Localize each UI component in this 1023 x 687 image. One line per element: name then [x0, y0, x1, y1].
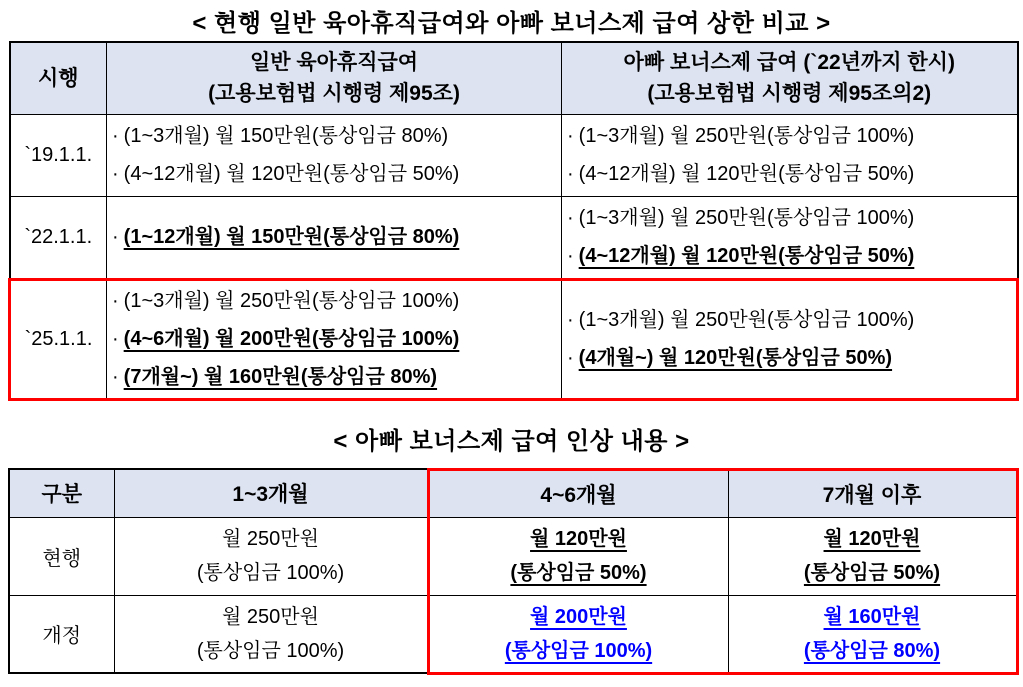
amount-cell-4-6	[428, 517, 728, 595]
benefit-line	[562, 155, 1017, 193]
amount-cell-7-plus	[728, 595, 1017, 673]
bullet: ·	[112, 125, 119, 147]
amount-cell-1-3	[114, 517, 428, 595]
bullet: ·	[112, 290, 119, 312]
bullet: ·	[567, 163, 574, 185]
benefit-comparison-table	[8, 41, 1019, 401]
table-row-2025-highlighted	[10, 279, 1018, 399]
general-benefit-cell	[107, 279, 562, 399]
benefit-line	[107, 117, 561, 155]
amount: 월 200만원	[530, 605, 627, 628]
benefit-line	[107, 282, 561, 320]
bullet: ·	[567, 125, 574, 147]
header-cell-months-1-3	[114, 469, 428, 517]
bullet: ·	[112, 328, 119, 350]
row-label: 개정	[9, 595, 114, 673]
effective-date: `22.1.1.	[10, 196, 107, 279]
benefit-text: (4개월~) 월 120만원(통상임금 50%)	[578, 347, 893, 369]
amount-cell-4-6	[428, 595, 728, 673]
header-cell-date	[10, 42, 107, 114]
wage-rate: (통상임금 80%)	[803, 639, 941, 662]
benefit-text: (1~3개월) 월 250만원(통상임금 100%)	[578, 125, 915, 147]
amount-cell-1-3	[114, 595, 428, 673]
amount: 월 160만원	[823, 605, 921, 628]
benefit-text: (7개월~) 월 160만원(통상임금 80%)	[123, 366, 438, 388]
benefit-line	[107, 320, 561, 358]
general-benefit-cell	[107, 196, 562, 279]
benefit-text: (1~3개월) 월 150만원(통상임금 80%)	[123, 125, 449, 147]
bullet: ·	[567, 309, 574, 331]
header-cell-category	[9, 469, 114, 517]
table-header-row	[10, 42, 1018, 114]
bullet: ·	[112, 163, 119, 185]
bullet: ·	[567, 245, 574, 267]
benefit-text: (1~3개월) 월 250만원(통상임금 100%)	[123, 290, 460, 312]
table-header-row	[9, 469, 1017, 517]
amount: 월 250만원	[222, 528, 319, 550]
wage-rate: (통상임금 100%)	[196, 639, 345, 662]
benefit-line	[562, 199, 1017, 237]
general-benefit-cell	[107, 114, 562, 196]
row-label: 현행	[9, 517, 114, 595]
header-cell-months-7-plus	[728, 469, 1017, 517]
benefit-text: (4~12개월) 월 120만원(통상임금 50%)	[123, 163, 460, 185]
header-cell-dad-bonus	[562, 42, 1018, 114]
amount: 월 250만원	[222, 605, 319, 628]
benefit-line	[107, 155, 561, 193]
table-row-revised	[9, 595, 1017, 673]
benefit-text: (1~12개월) 월 150만원(통상임금 80%)	[123, 226, 460, 248]
bullet: ·	[112, 226, 119, 248]
table-row-current	[9, 517, 1017, 595]
table-row-2019	[10, 114, 1018, 196]
bonus-benefit-cell	[562, 196, 1018, 279]
benefit-text: (1~3개월) 월 250만원(통상임금 100%)	[578, 207, 915, 229]
increase-table-title: < 아빠 보너스제 급여 인상 내용 >	[333, 427, 690, 455]
bullet: ·	[567, 347, 574, 369]
wage-rate: (통상임금 100%)	[504, 639, 653, 662]
header-label: 아빠 보너스제 급여 (`22년까지 한시)	[623, 51, 955, 75]
wage-rate: (통상임금 100%)	[196, 562, 345, 584]
header-label: 구분	[41, 483, 83, 507]
effective-date: `19.1.1.	[10, 114, 107, 196]
bonus-benefit-cell	[562, 279, 1018, 399]
header-sublabel: (고용보험법 시행령 제95조의2)	[647, 82, 932, 106]
bullet: ·	[112, 366, 119, 388]
header-label: 4~6개월	[540, 483, 617, 507]
benefit-line	[562, 237, 1017, 275]
benefit-text: (4~12개월) 월 120만원(통상임금 50%)	[578, 245, 915, 267]
benefit-line	[562, 117, 1017, 155]
bonus-increase-table	[8, 468, 1019, 675]
benefit-line	[562, 339, 1016, 377]
comparison-table-title: < 현행 일반 육아휴직급여와 아빠 보너스제 급여 상한 비교 >	[192, 10, 831, 37]
amount: 월 120만원	[530, 528, 627, 550]
bonus-benefit-cell	[562, 114, 1018, 196]
wage-rate: (통상임금 50%)	[803, 562, 941, 584]
header-label: 1~3개월	[232, 483, 309, 507]
header-label: 7개월 이후	[822, 483, 922, 507]
benefit-text: (4~6개월) 월 200만원(통상임금 100%)	[123, 328, 460, 350]
benefit-line	[107, 358, 561, 396]
table-row-2022	[10, 196, 1018, 279]
benefit-line	[562, 301, 1016, 339]
header-label: 일반 육아휴직급여	[249, 51, 419, 75]
benefit-text: (4~12개월) 월 120만원(통상임금 50%)	[578, 163, 915, 185]
header-cell-months-4-6	[428, 469, 728, 517]
header-cell-general-leave	[107, 42, 562, 114]
bullet: ·	[567, 207, 574, 229]
effective-date: `25.1.1.	[10, 279, 107, 399]
header-label: 시행	[37, 66, 79, 90]
amount: 월 120만원	[823, 528, 921, 550]
header-sublabel: (고용보험법 시행령 제95조)	[208, 82, 460, 106]
wage-rate: (통상임금 50%)	[510, 562, 647, 584]
amount-cell-7-plus	[728, 517, 1017, 595]
benefit-text: (1~3개월) 월 250만원(통상임금 100%)	[578, 309, 915, 331]
benefit-line	[107, 218, 561, 256]
